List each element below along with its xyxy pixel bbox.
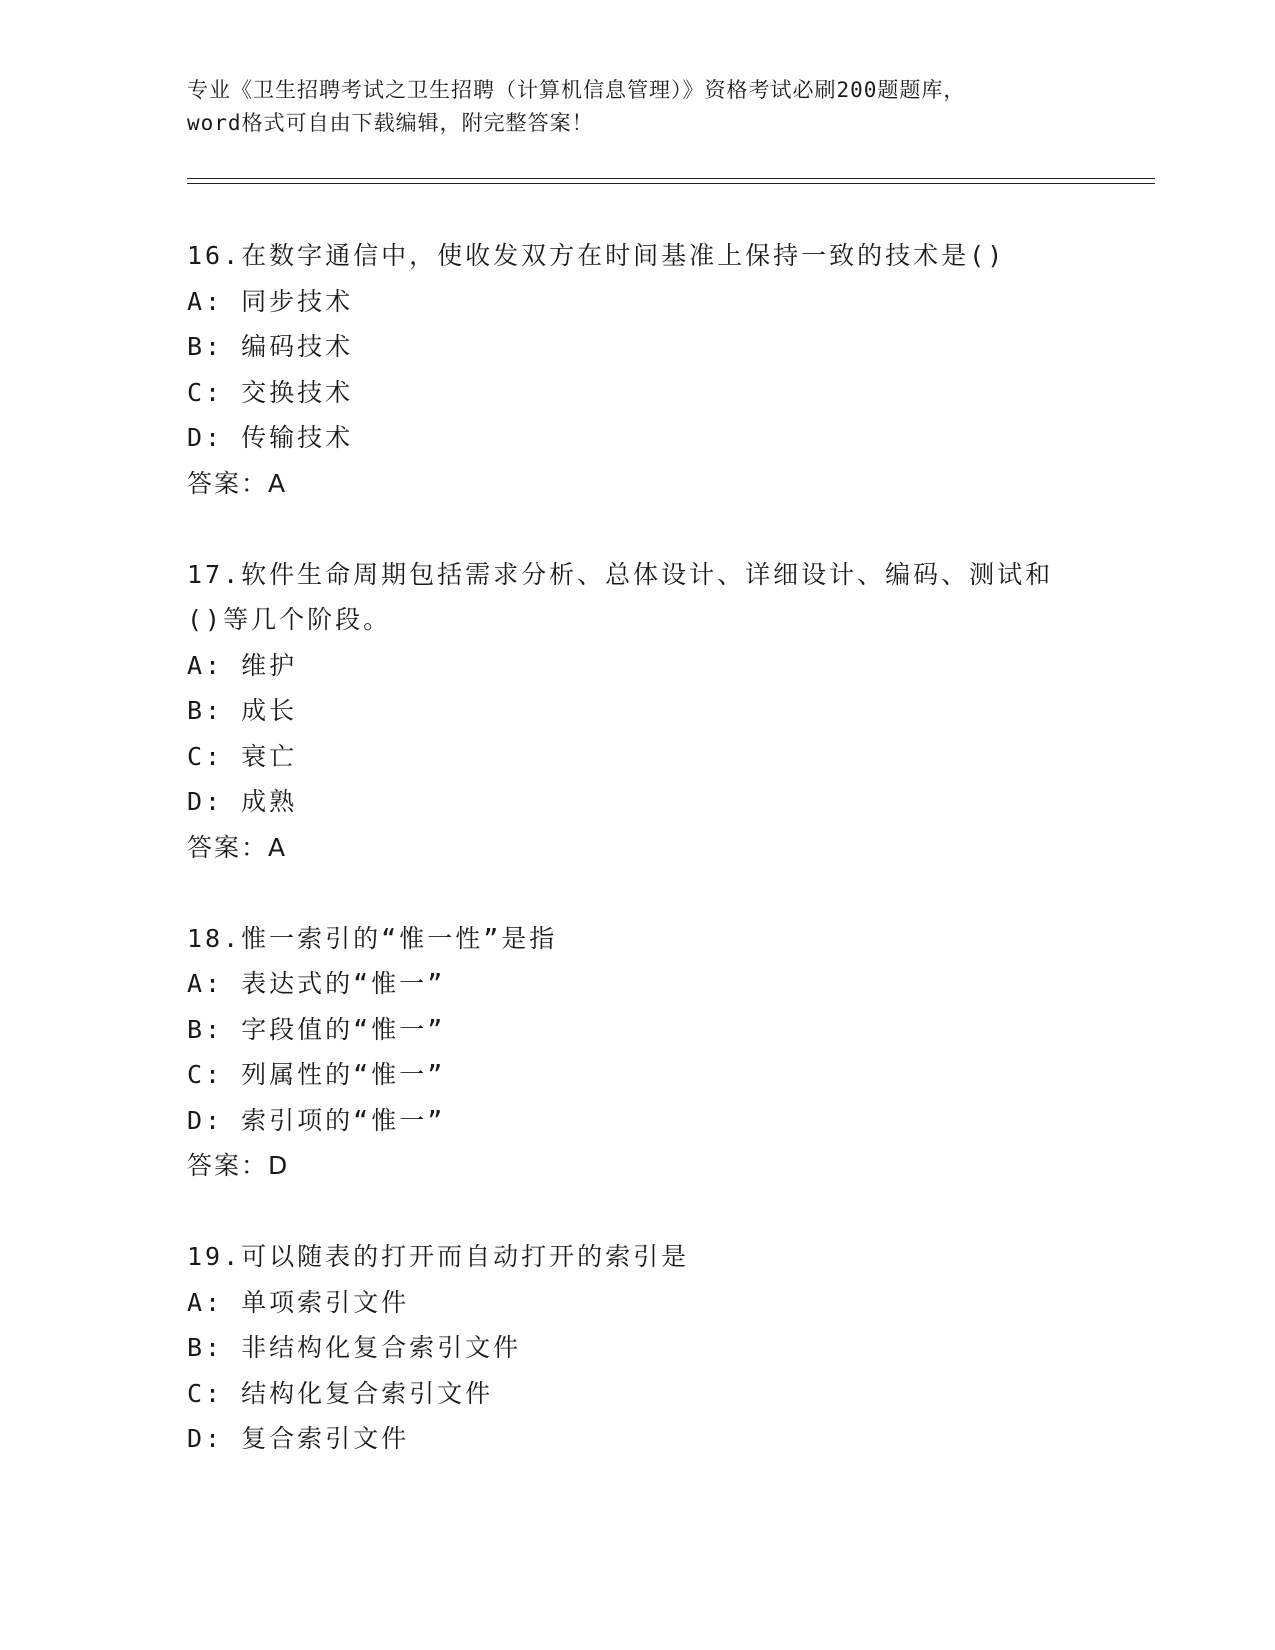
question-spacer	[187, 870, 1087, 916]
question-stem-line: 17.软件生命周期包括需求分析、总体设计、详细设计、编码、测试和	[187, 559, 1054, 589]
question-stem-line: 16.在数字通信中，使收发双方在时间基准上保持一致的技术是()	[187, 241, 1006, 270]
option-a: A: 表达式的“惟一”	[187, 969, 446, 998]
option-b: B: 编码技术	[187, 332, 354, 361]
option-b: B: 字段值的“惟一”	[187, 1014, 446, 1044]
question-stem-line: 18.惟一索引的“惟一性”是指	[187, 923, 558, 953]
option-d: D: 传输技术	[187, 423, 354, 452]
question-stem	[187, 916, 1087, 962]
option-c: C: 交换技术	[187, 377, 354, 407]
question-stem-line: 19.可以随表的打开而自动打开的索引是	[187, 1242, 690, 1271]
option-b: B: 成长	[187, 696, 298, 725]
question-17	[187, 552, 1087, 871]
question-16	[187, 233, 1087, 506]
answer: 答案：A	[187, 468, 288, 498]
option-c: C: 衰亡	[187, 741, 298, 771]
answer: 答案：A	[187, 832, 288, 862]
header-line-1: 专业《卫生招聘考试之卫生招聘（计算机信息管理）》资格考试必刷200题题库，	[187, 78, 966, 102]
question-stem-line: ()等几个阶段。	[187, 605, 392, 634]
option-c: C: 结构化复合索引文件	[187, 1378, 494, 1408]
header-line-2: word格式可自由下载编辑，附完整答案！	[187, 111, 594, 135]
option-c: C: 列属性的“惟一”	[187, 1060, 446, 1089]
option-d: D: 索引项的“惟一”	[187, 1105, 446, 1135]
option-d: D: 成熟	[187, 787, 298, 816]
question-list	[187, 233, 1087, 1462]
question-stem	[187, 552, 1087, 643]
header-divider-bottom	[187, 183, 1155, 184]
question-18	[187, 916, 1087, 1189]
question-spacer	[187, 506, 1087, 552]
question-stem	[187, 1234, 1087, 1280]
answer: 答案：D	[187, 1151, 290, 1180]
option-d: D: 复合索引文件	[187, 1424, 410, 1453]
document-header	[187, 74, 1087, 140]
option-a: A: 同步技术	[187, 286, 354, 316]
option-b: B: 非结构化复合索引文件	[187, 1333, 522, 1362]
question-19	[187, 1234, 1087, 1462]
option-a: A: 维护	[187, 650, 298, 680]
question-spacer	[187, 1189, 1087, 1235]
question-stem	[187, 233, 1087, 279]
header-divider-top	[187, 178, 1155, 179]
option-a: A: 单项索引文件	[187, 1287, 410, 1317]
